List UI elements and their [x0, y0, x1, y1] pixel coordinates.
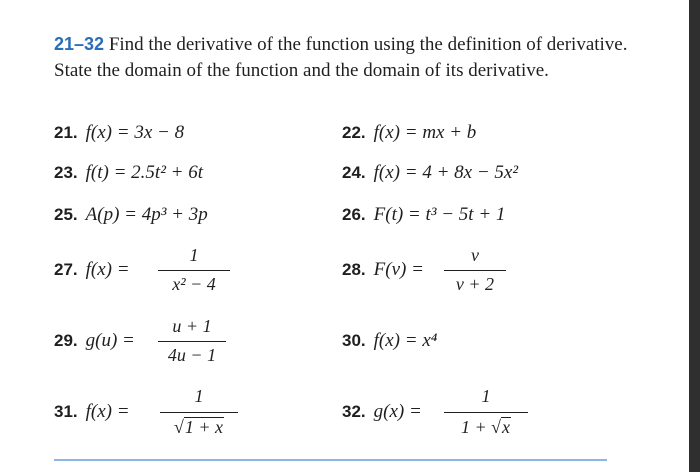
problem-expression: f(x) = x⁴ [373, 330, 438, 351]
denominator [444, 417, 528, 438]
problem-31 [54, 401, 130, 423]
numerator: 1 [194, 386, 204, 406]
problem-expression: F(v) = [373, 259, 424, 280]
numerator: u + 1 [172, 316, 212, 336]
problem-expression: g(u) = [85, 330, 135, 351]
problem-expression: F(t) = t³ − 5t + 1 [373, 204, 506, 225]
problem-expression: f(x) = [85, 259, 130, 280]
numerator: 1 [189, 245, 199, 265]
fraction-bar [444, 270, 506, 271]
sqrt-symbol: √ [491, 417, 502, 437]
problem-number: 25. [54, 205, 78, 224]
problem-24 [342, 162, 518, 184]
denominator-prefix: 1 + [460, 417, 492, 437]
denominator: v + 2 [455, 274, 495, 294]
problem-28 [342, 259, 424, 281]
problem-number: 30. [342, 331, 366, 350]
problem-26 [342, 204, 505, 226]
problem-range: 21–32 [54, 34, 105, 54]
problem-number: 24. [342, 163, 366, 182]
bottom-rule [54, 459, 607, 461]
problem-22 [342, 122, 476, 144]
problem-number: 29. [54, 331, 78, 350]
problem-expression: f(t) = 2.5t² + 6t [85, 162, 203, 183]
problem-number: 27. [54, 260, 78, 279]
instructions-text: Find the derivative of the function using the definition of derivative. State the domain of the function and the domain of its derivative. [54, 34, 628, 81]
denominator [160, 417, 238, 438]
denominator: 4u − 1 [167, 345, 217, 365]
fraction-bar [160, 412, 238, 413]
instructions [54, 31, 644, 84]
fraction-bar [158, 270, 230, 271]
problem-expression: f(x) = 4 + 8x − 5x² [373, 162, 519, 183]
problem-number: 32. [342, 402, 366, 421]
problem-number: 23. [54, 163, 78, 182]
numerator: 1 [481, 386, 491, 406]
problem-32 [342, 401, 422, 423]
fraction-29 [158, 316, 226, 366]
problem-expression: f(x) = 3x − 8 [85, 122, 185, 143]
sqrt-symbol: √ [173, 417, 184, 437]
fraction-bar [444, 412, 528, 413]
problem-expression: g(x) = [373, 401, 422, 422]
radicand: x [502, 417, 511, 437]
problem-expression: A(p) = 4p³ + 3p [85, 204, 208, 225]
problem-27 [54, 259, 130, 281]
numerator: v [471, 245, 479, 265]
problem-number: 21. [54, 123, 78, 142]
problem-number: 28. [342, 260, 366, 279]
problem-expression: f(x) = mx + b [373, 122, 477, 143]
problem-25 [54, 204, 208, 226]
problem-number: 31. [54, 402, 78, 421]
problem-number: 26. [342, 205, 366, 224]
fraction-27 [158, 245, 230, 295]
denominator: x² − 4 [172, 274, 216, 294]
radicand: 1 + x [184, 417, 224, 437]
fraction-bar [158, 341, 226, 342]
fraction-28 [444, 245, 506, 295]
fraction-31 [160, 386, 238, 438]
fraction-32 [444, 386, 528, 438]
problem-number: 22. [342, 123, 366, 142]
problem-23 [54, 162, 203, 184]
problem-expression: f(x) = [85, 401, 130, 422]
problem-30 [342, 330, 437, 352]
problem-21 [54, 122, 184, 144]
problem-29 [54, 330, 135, 352]
page-edge-shadow [689, 0, 700, 472]
